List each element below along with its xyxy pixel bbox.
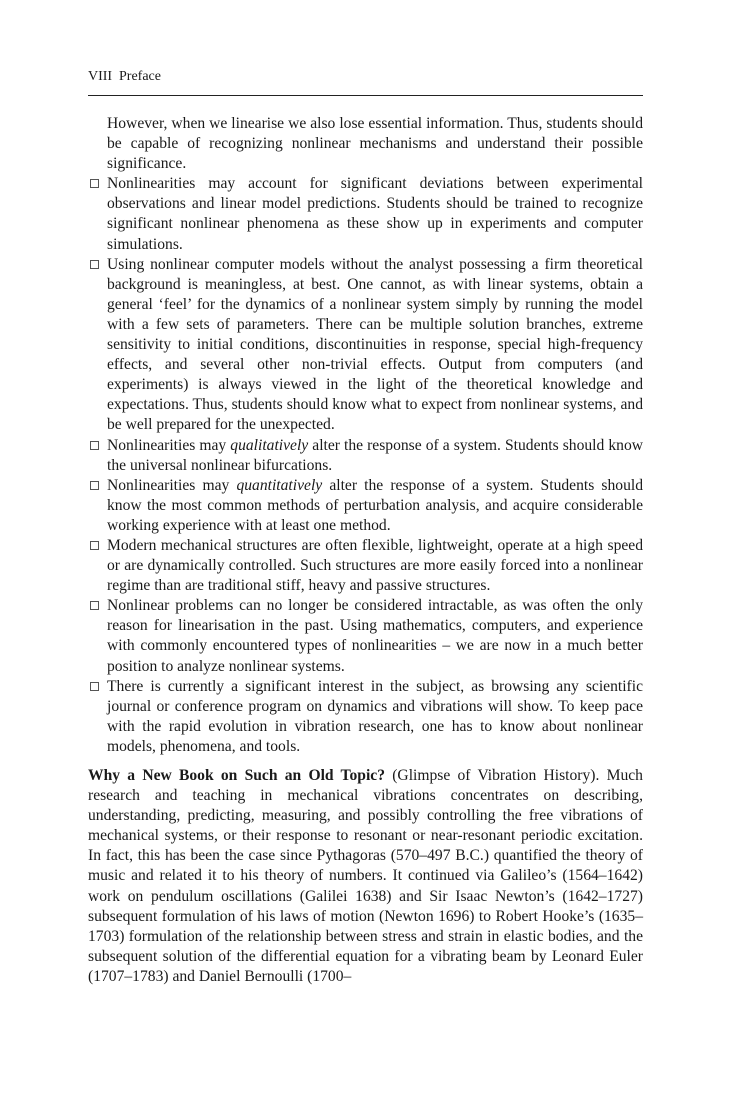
bullet-box-icon <box>90 260 99 269</box>
bullet-text: There is currently a significant interest in the subject, as browsing any scientific journal or conference program on dynamics and vibrations will show. To keep pace with the rapid evolution in vibration research, one has to know about nonlinear models, phenomena, and tools. <box>107 677 643 755</box>
continuation-paragraph: However, when we linearise we also lose essential information. Thus, students should be capable of recognizing nonlinear mechanisms and understand their possible significance. <box>107 115 643 173</box>
bullet-item <box>88 476 643 536</box>
emphasis-text: quantitatively <box>236 476 323 494</box>
bullet-text: Nonlinearities may <box>107 476 237 494</box>
bullet-text: Nonlinear problems can no longer be considered intractable, as was often the only reason for linearisation in the past. Using mathematics, computers, and experience with commonly encountered types of nonlinearities – we are now in a much better position to analyze nonlinear systems. <box>107 597 643 675</box>
header-rule <box>88 95 643 96</box>
section-body: (Glimpse of Vibration History). Much research and teaching in mechanical vibrations concentrates on describing, understanding, predicting, measuring, and possibly controlling the free vibrations of mechanical systems, or their response to resonant or near-resonant periodic excitation. In fact, this has been the case since Pythagoras (570–497 B.C.) quantified the theory of music and related it to his theory of numbers. It continued via Galileo’s (1564–1642) work on pendulum oscillations (Galilei 1638) and Sir Isaac Newton’s (1642–1727) subsequent formulation of his laws of motion (Newton 1696) to Robert Hooke’s (1635–1703) formulation of the relationship between stress and strain in elastic bodies, and the subsequent solution of the differential equation for a vibrating beam by Leonard Euler (1707–1783) and Daniel Bernoulli (1700– <box>88 767 643 985</box>
bullet-box-icon <box>90 441 99 450</box>
bullet-item <box>88 174 643 254</box>
bullet-box-icon <box>90 541 99 550</box>
bullet-item <box>88 536 643 596</box>
page-number: VIII <box>88 69 113 84</box>
header-title: Preface <box>119 69 161 84</box>
bullet-box-icon <box>90 601 99 610</box>
bullet-box-icon <box>90 179 99 188</box>
bullet-text: Using nonlinear computer models without the analyst possessing a firm theoretical background is meaningless, at best. One cannot, as with linear systems, obtain a general ‘feel’ for the dynamics of a nonlinear system simply by running the model with a few sets of parameters. There can be multiple solution branches, extreme sensitivity to initial conditions, discontinuities in response, special high-frequency effects, and several other non-trivial effects. Output from computers (and experiments) is always viewed in the light of the theoretical knowledge and expectations. Thus, students should know what to expect from nonlinear systems, and be well prepared for the unexpected. <box>107 255 643 434</box>
running-header <box>88 66 643 88</box>
bullet-box-icon <box>90 682 99 691</box>
bullet-text: alter the response of a system. Students should know the universal nonlinear bifurcations. <box>107 436 644 474</box>
section-heading: Why a New Book on Such an Old Topic? <box>88 767 386 784</box>
page-body <box>88 114 643 987</box>
section-paragraph <box>88 766 643 987</box>
bullet-item <box>88 677 643 757</box>
bullet-text: Nonlinearities may <box>107 436 231 454</box>
bullet-item <box>88 596 643 676</box>
bullet-text: alter the response of a system. Students should know the most common methods of perturbation analysis, and acquire considerable working experience with at least one method. <box>107 476 643 534</box>
bullet-box-icon <box>90 481 99 490</box>
bullet-text: Nonlinearities may account for significant deviations between experimental observations and linear model predictions. Students should be trained to recognize significant nonlinear phenomena as these show up in experiments and computer simulations. <box>107 175 643 253</box>
bullet-text: Modern mechanical structures are often flexible, lightweight, operate at a high speed or are dynamically controlled. Such structures are more easily forced into a nonlinear regime than are traditional stiff, heavy and passive structures. <box>107 536 643 595</box>
emphasis-text: qualitatively <box>230 436 309 454</box>
bullet-item <box>88 436 643 476</box>
bullet-list <box>88 174 643 757</box>
bullet-item <box>88 255 643 436</box>
